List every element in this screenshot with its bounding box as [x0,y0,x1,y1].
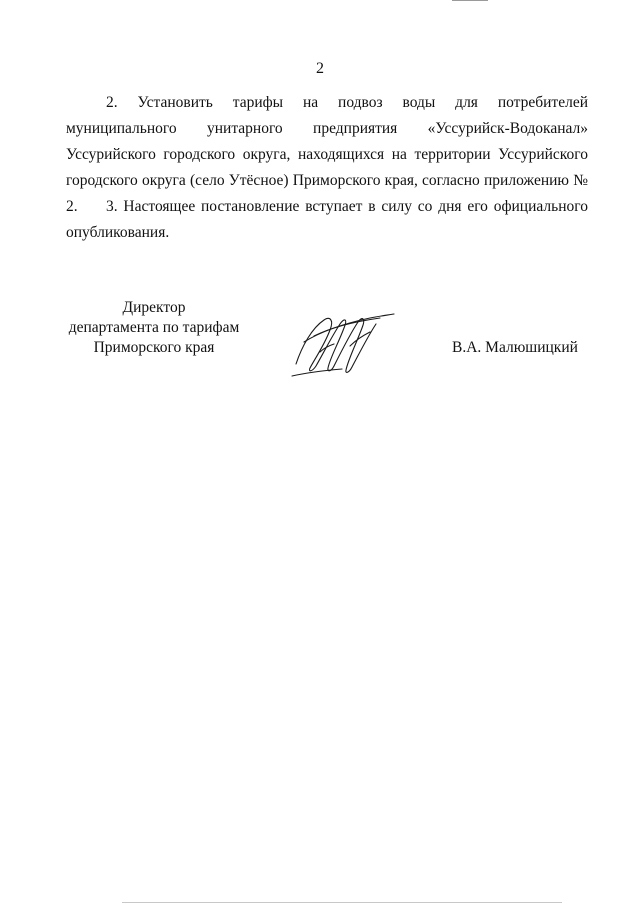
signer-title-line: департамента по тарифам [68,319,240,336]
scan-edge-mark [122,902,562,903]
signer-title-line: Приморского края [93,339,215,356]
scan-edge-mark [452,0,488,1]
signer-title-line: Директор [122,299,186,316]
paragraph-item-3: 3. Настоящее постановление вступает в силу со дня его официального опубликования. [66,198,588,241]
paragraph-item-2: 2. Установить тарифы на подвоз воды для потребителей муниципального унитарного предприятия «Уссурийск-Водоканал» Уссурийского городского округа, находящихся на территории Уссурийского городского округа (село Утёсное) Приморского края, согласно приложению № 2. [66,94,588,215]
signer-name: В.А. Малюшицкий [452,339,578,356]
handwritten-signature-icon [290,306,400,378]
page-number: 2 [316,60,324,77]
signer-title [54,298,254,358]
